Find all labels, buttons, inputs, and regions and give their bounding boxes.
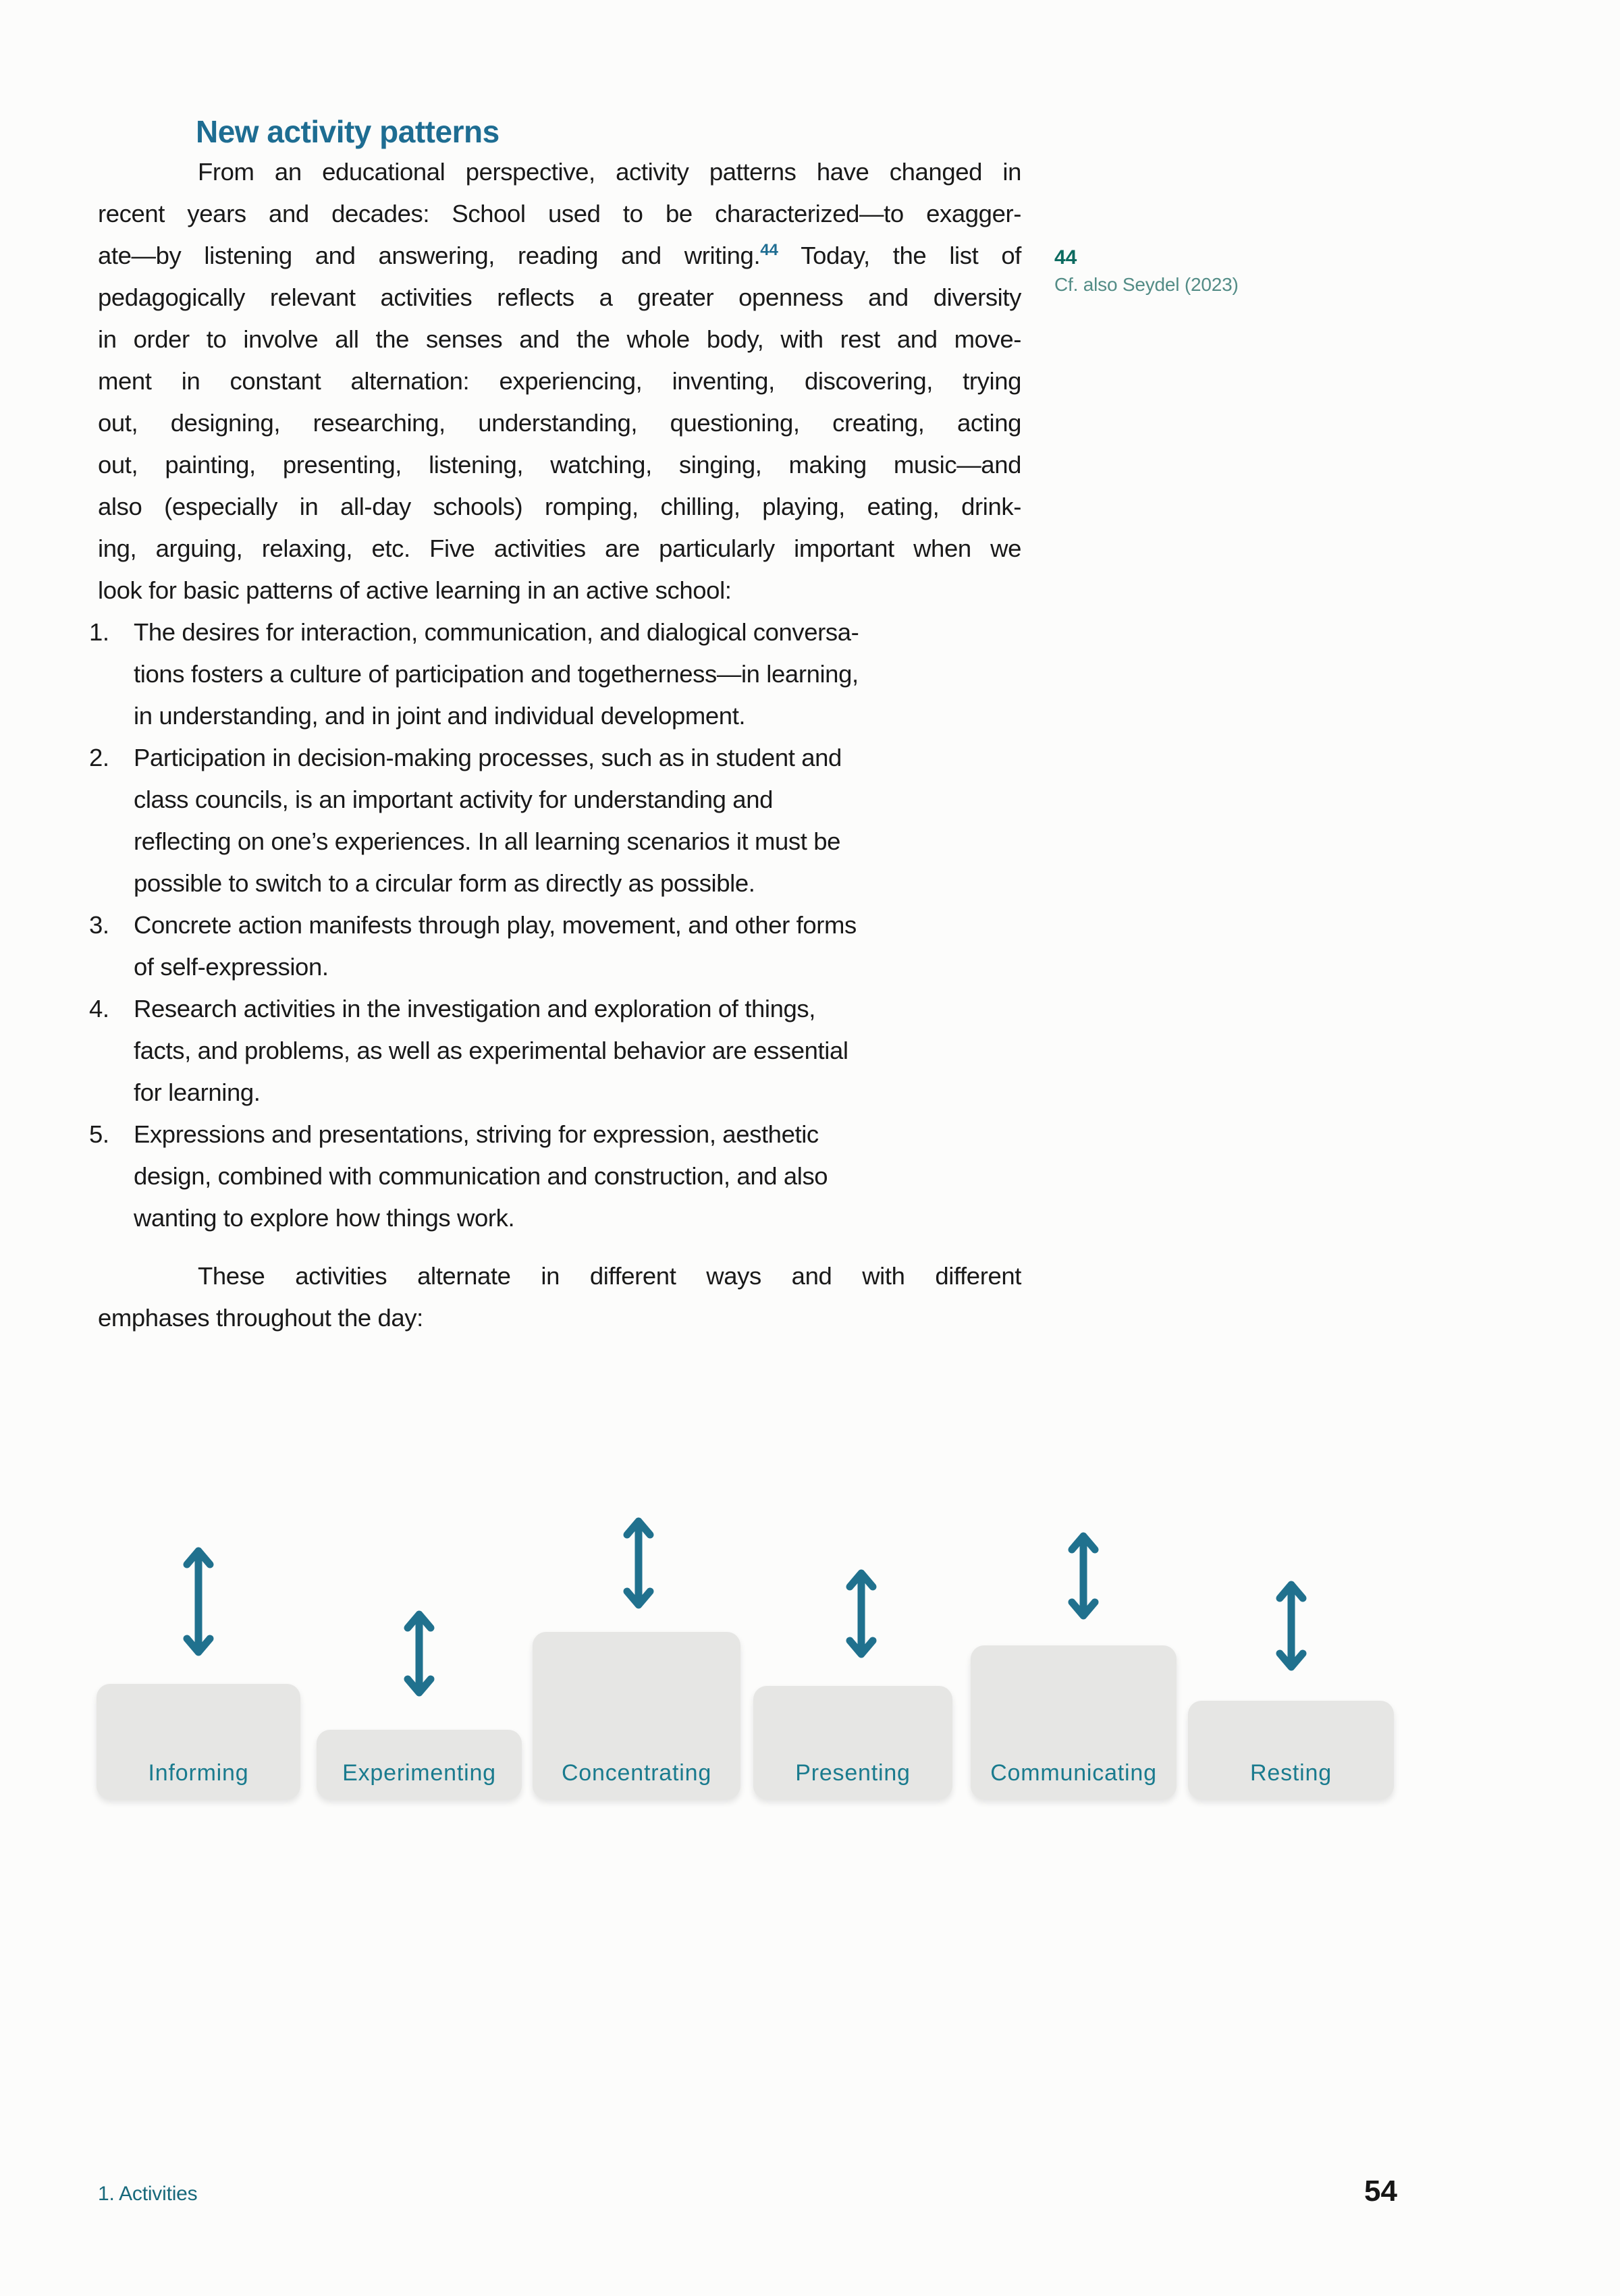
updown-arrow-icon <box>1067 1531 1100 1621</box>
list-item-line: Research activities in the investigation and exploration of things, <box>134 995 815 1022</box>
paragraph-line: also (especially in all-day schools) romping, chilling, playing, eating, drink- <box>98 493 1021 520</box>
sidenote-number: 44 <box>1054 246 1077 269</box>
list-item-number: 2. <box>89 744 109 771</box>
activity-label: Concentrating <box>561 1760 712 1786</box>
activity-box-communicating <box>971 1645 1177 1799</box>
intro-paragraph <box>98 151 1021 611</box>
paragraph-line: pedagogically relevant activities reflects a greater openness and diversity <box>98 283 1021 311</box>
activity-box-experimenting <box>317 1730 522 1799</box>
sidenote <box>1054 244 1338 298</box>
activity-box-concentrating <box>533 1632 740 1799</box>
list-item-text <box>134 904 1021 988</box>
page-number: 54 <box>1364 2175 1397 2208</box>
running-footer-chapter: 1. Activities <box>98 2183 198 2205</box>
list-item <box>89 737 1021 904</box>
footnote-reference: 44 <box>760 240 778 259</box>
paragraph-line: These activities alternate in different ways and with different <box>198 1262 1021 1290</box>
paragraph-text: ate—by listening and answering, reading and writing. <box>98 242 761 269</box>
paragraph-line: in order to involve all the senses and the whole body, with rest and move- <box>98 325 1021 353</box>
list-item-line: Concrete action manifests through play, movement, and other forms <box>134 911 857 939</box>
list-item-line: for learning. <box>134 1078 261 1106</box>
list-item-line: wanting to explore how things work. <box>134 1204 515 1232</box>
activity-label: Presenting <box>795 1760 911 1786</box>
paragraph-text: Today, the list of <box>778 242 1021 269</box>
paragraph-line: emphases throughout the day: <box>98 1304 423 1332</box>
activity-label: Experimenting <box>342 1760 496 1786</box>
updown-arrow-icon <box>1275 1579 1307 1672</box>
updown-arrow-icon <box>403 1609 435 1698</box>
list-item-number: 5. <box>89 1120 109 1148</box>
list-item-number: 3. <box>89 911 109 939</box>
updown-arrow-icon <box>622 1516 655 1610</box>
list-item-line: tions fosters a culture of participation and togetherness—in learning, <box>134 660 859 688</box>
activity-box-resting <box>1188 1701 1394 1799</box>
list-item-number: 1. <box>89 618 109 646</box>
paragraph-line: From an educational perspective, activity patterns have changed in <box>198 158 1021 186</box>
list-item <box>89 904 1021 988</box>
sidenote-citation: Cf. also Seydel (2023) <box>1054 274 1239 295</box>
numbered-list <box>89 611 1021 1239</box>
list-item <box>89 1114 1021 1239</box>
list-item <box>89 611 1021 737</box>
list-item-text <box>134 1114 1021 1239</box>
activity-label: Informing <box>148 1760 249 1786</box>
paragraph-line: recent years and decades: School used to be characterized—to exagger- <box>98 200 1021 227</box>
list-item-text <box>134 988 1021 1114</box>
activity-box-informing <box>97 1684 300 1799</box>
list-item <box>89 988 1021 1114</box>
page-title: New activity patterns <box>196 114 500 149</box>
activity-box-presenting <box>753 1686 952 1799</box>
list-item-text <box>134 737 1021 904</box>
list-item-text <box>134 611 1021 737</box>
list-item-line: The desires for interaction, communication, and dialogical conversa- <box>134 618 859 646</box>
updown-arrow-icon <box>182 1546 215 1658</box>
list-item-line: facts, and problems, as well as experimental behavior are essential <box>134 1037 848 1064</box>
updown-arrow-icon <box>845 1568 878 1660</box>
list-item-line: of self-expression. <box>134 953 329 981</box>
list-item-line: in understanding, and in joint and individual development. <box>134 702 746 730</box>
list-item-line: possible to switch to a circular form as directly as possible. <box>134 869 755 897</box>
closing-paragraph <box>98 1255 1021 1339</box>
list-item-line: class councils, is an important activity for understanding and <box>134 786 773 813</box>
list-item-line: Participation in decision-making processes, such as in student and <box>134 744 842 771</box>
paragraph-line: out, painting, presenting, listening, watching, singing, making music—and <box>98 451 1021 479</box>
list-item-number: 4. <box>89 995 109 1022</box>
list-item-line: reflecting on one’s experiences. In all learning scenarios it must be <box>134 827 841 855</box>
paragraph-line-with-footnote <box>98 235 1021 277</box>
activity-label: Communicating <box>990 1760 1157 1786</box>
paragraph-line: look for basic patterns of active learning in an active school: <box>98 576 732 604</box>
paragraph-line: ment in constant alternation: experiencing, inventing, discovering, trying <box>98 367 1021 395</box>
list-item-line: design, combined with communication and construction, and also <box>134 1162 828 1190</box>
list-item-line: Expressions and presentations, striving for expression, aesthetic <box>134 1120 819 1148</box>
paragraph-line: out, designing, researching, understanding, questioning, creating, acting <box>98 409 1021 437</box>
paragraph-line: ing, arguing, relaxing, etc. Five activities are particularly important when we <box>98 535 1021 562</box>
activity-label: Resting <box>1250 1760 1332 1786</box>
